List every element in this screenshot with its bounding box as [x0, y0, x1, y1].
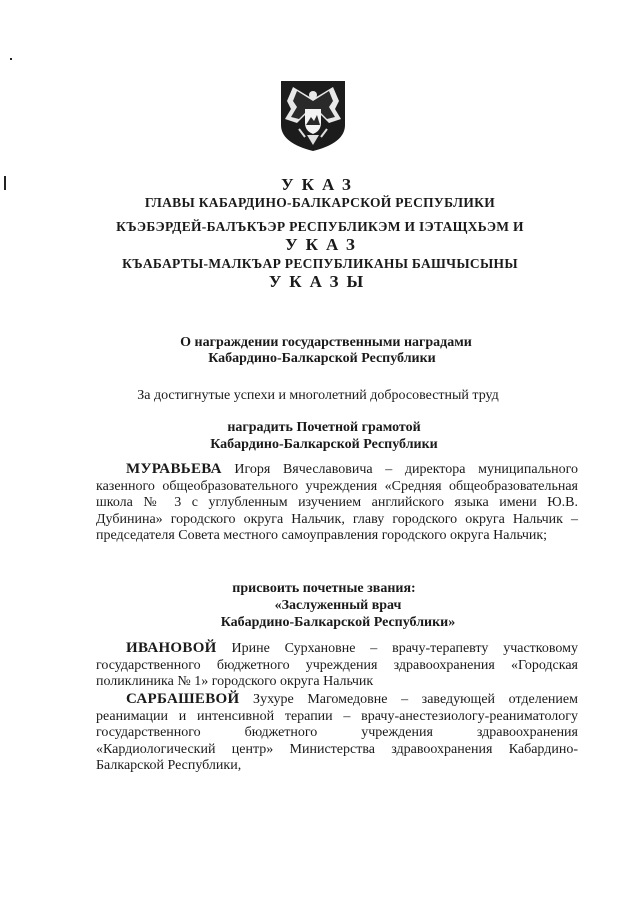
- title-name-line1: «Заслуженный врач: [274, 598, 402, 613]
- section-award-heading: наградить Почетной грамотой: [227, 420, 421, 435]
- balkar-title: КЪАБАРТЫ-МАЛКЪАР РЕСПУБЛИКАНЫ БАШЧЫСЫНЫ: [122, 256, 518, 271]
- awardee-paragraph: [96, 640, 578, 691]
- awardee-details: Игоря Вячеславовича – директора муниципального казенного общеобразовательного учреждения «Средняя общеобразовательная школа № 3 с углубленным изучением английского языка имени Ю.В. Дубинина» городского округа Нальчик, главу городского округа Нальчик – председателя Совета местного самоуправления городского округа Нальчик;: [96, 462, 578, 544]
- decree-subject-line2: Кабардино-Балкарской Республики: [208, 351, 436, 366]
- decree-subject-line1: О награждении государственными наградами: [180, 335, 472, 350]
- awardee-paragraph: [96, 461, 578, 545]
- kabardian-title: КЪЭБЭРДЕЙ-БАЛЪКЪЭР РЕСПУБЛИКЭМ И ІЭТАЩХЬЭМ И: [116, 219, 524, 234]
- head-of-republic-title: ГЛАВЫ КАБАРДИНО-БАЛКАРСКОЙ РЕСПУБЛИКИ: [144, 195, 496, 210]
- ukazy-title-balkar: УКАЗЫ: [268, 272, 372, 291]
- coat-of-arms-emblem: [279, 79, 347, 153]
- awardee-name: САРБАШЕВОЙ: [126, 691, 240, 707]
- ukaz-title: УКАЗ: [281, 175, 359, 194]
- awardee-details: Ирине Сурхановне – врачу-терапевту участковому государственного бюджетного учреждения здравоохранения «Городская поликлиника № 1» городского округа Нальчик: [96, 641, 578, 690]
- preamble: За достигнутые успехи и многолетний добросовестный труд: [137, 388, 499, 403]
- awardee-paragraph: [96, 691, 578, 775]
- awardee-name: ИВАНОВОЙ: [126, 640, 217, 656]
- title-name-line2: Кабардино-Балкарской Республики»: [220, 615, 456, 630]
- section-titles-heading: присвоить почетные звания:: [232, 581, 416, 596]
- awardee-name: МУРАВЬЕВА: [126, 461, 222, 477]
- ukaz-title-kabardian: УКАЗ: [285, 235, 363, 254]
- awardee-details: Зухуре Магомедовне – заведующей отделением реанимации и интенсивной терапии – врачу-анестезиологу-реаниматологу государственного бюджетного учреждения здравоохранения «Кардиологический центр» Министерства здравоохранения Кабардино-Балкарской Республики,: [96, 692, 578, 774]
- scan-mark: [10, 58, 12, 60]
- section-award-heading-line2: Кабардино-Балкарской Республики: [210, 437, 438, 452]
